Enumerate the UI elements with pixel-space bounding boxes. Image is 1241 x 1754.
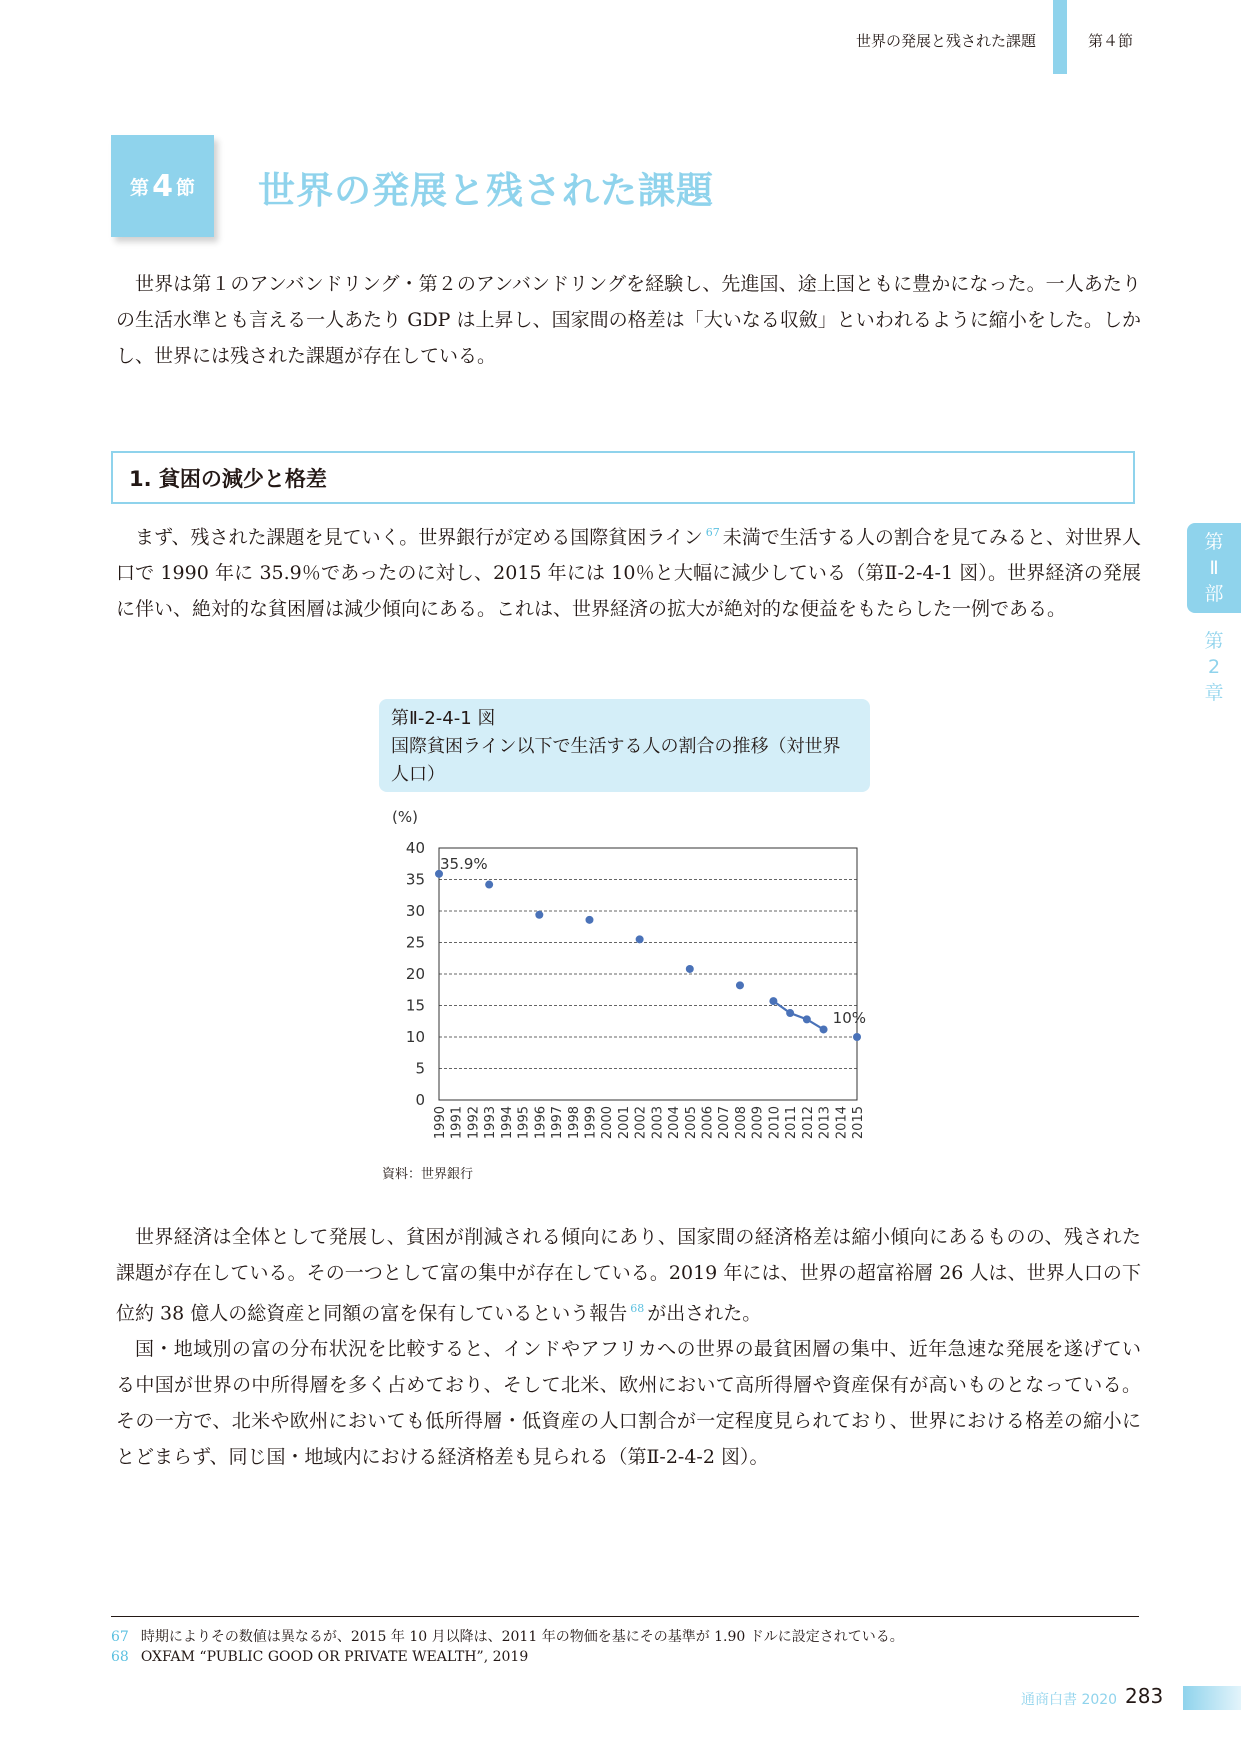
x-tick-label: 2013 (817, 1106, 833, 1140)
y-tick-label: 10 (405, 1028, 425, 1046)
footnote-ref-68[interactable]: 68 (630, 1302, 645, 1315)
side-tab-chapter-3: 章 (1204, 682, 1224, 704)
x-tick-label: 1992 (466, 1106, 482, 1140)
x-tick-label: 2000 (600, 1106, 616, 1140)
data-label: 10% (832, 1009, 866, 1027)
footnote-ref-67[interactable]: 67 (705, 526, 720, 539)
data-point (636, 935, 644, 943)
y-tick-label: 35 (405, 870, 425, 889)
y-tick-label: 25 (405, 933, 425, 952)
side-tab-chapter-1: 第 (1204, 630, 1224, 652)
intro-paragraph (116, 266, 1141, 374)
footnote-divider (111, 1616, 1139, 1617)
data-point (686, 965, 694, 973)
x-tick-label: 1996 (533, 1106, 549, 1140)
data-label: 35.9% (440, 854, 488, 873)
grid-lines (439, 880, 857, 1069)
x-tick-label: 2009 (750, 1106, 766, 1140)
section-title: 世界の発展と残された課題 (258, 168, 714, 212)
subsection-heading (111, 451, 1135, 504)
para1 (116, 515, 1141, 627)
section-number-box (111, 135, 214, 237)
footnote-67 (111, 1626, 904, 1646)
y-tick-label: 15 (405, 996, 425, 1015)
footnote-text: 時期によりその数値は異なるが、2015 年 10 月以降は、2011 年の物価を基にその基準が 1.90 ドルに設定されている。 (140, 1629, 904, 1645)
x-tick-label: 2004 (667, 1106, 683, 1140)
para2-p1 (116, 1219, 1141, 1331)
data-point (786, 1009, 794, 1017)
data-point (485, 881, 493, 889)
section-number: 4 (152, 168, 173, 204)
x-tick-label: 1999 (583, 1106, 599, 1140)
x-tick-label: 2012 (800, 1106, 816, 1140)
intro-text: 世界は第１のアンバンドリング・第２のアンバンドリングを経験し、先進国、途上国ともに豊かになった。一人あたりの生活水準とも言える一人あたり GDP は上昇し、国家間の格差は「大いなる収斂」といわれるように縮小をした。しかし、世界には残された課題が存在している。 (116, 273, 1141, 367)
para2-p2: 国・地域別の富の分布状況を比較すると、インドやアフリカへの世界の最貧困層の集中、近年急速な発展を遂げている中国が世界の中所得層を多く占めており、そして北米、欧州において高所得層や資産保有が高いものとなっている。その一方で、北米や欧州においても低所得層・低資産の人口割合が一定程度見られており、世界における格差の縮小にとどまらず、同じ国・地域内における経済格差も見られる（第Ⅱ-2-4-2 図）。 (116, 1338, 1141, 1469)
x-tick-label: 2011 (784, 1106, 800, 1140)
figure-caption (379, 699, 870, 792)
x-tick-label: 2007 (717, 1106, 733, 1140)
para2-p1-after: が出された。 (647, 1302, 762, 1325)
side-tab-chapter[interactable] (1187, 628, 1241, 706)
data-point (853, 1033, 861, 1041)
para2-p1-before: 世界経済は全体として発展し、貧困が削減される傾向にあり、国家間の経済格差は縮小傾向にあるものの、残された課題が存在している。その一つとして富の集中が存在している。2019 年には、世界の超富裕層 26 人は、世界人口の下位約 38 億人の総資産と同額の富を保有しているという報告 (116, 1226, 1141, 1325)
x-tick-label: 1994 (499, 1106, 515, 1140)
x-tick-label: 2010 (767, 1106, 783, 1140)
data-point (585, 916, 593, 924)
para1-before: まず、残された課題を見ていく。世界銀行が定める国際貧困ライン (135, 526, 703, 549)
figure-caption-title: 国際貧困ライン以下で生活する人の割合の推移（対世界人口） (391, 736, 841, 785)
side-tab-chapter-2: 2 (1207, 656, 1221, 678)
footnote-number: 68 (111, 1649, 129, 1665)
x-tick-label: 2006 (700, 1106, 716, 1140)
subsection-title: 1. 貧困の減少と格差 (129, 466, 327, 491)
body-paragraph-2 (116, 1219, 1141, 1475)
data-point (769, 997, 777, 1005)
x-tick-label: 2002 (633, 1106, 649, 1140)
x-tick-label: 2008 (733, 1106, 749, 1140)
footnote-number: 67 (111, 1629, 129, 1645)
running-header-section: 第４節 (1087, 31, 1133, 50)
data-point (736, 981, 744, 989)
x-tick-label: 1995 (516, 1106, 532, 1140)
y-tick-label: 30 (405, 902, 425, 920)
page-number: 283 (1125, 1684, 1164, 1708)
x-tick-label: 1993 (483, 1106, 499, 1140)
section-suffix: 節 (175, 176, 195, 199)
x-tick-label: 2001 (616, 1106, 632, 1140)
side-tab-part[interactable] (1187, 523, 1241, 613)
running-header (856, 22, 1133, 58)
y-axis-unit: (%) (392, 808, 418, 826)
x-tick-label: 1997 (550, 1106, 566, 1140)
data-point (535, 911, 543, 919)
side-tab-part-1: 第 (1204, 531, 1224, 553)
running-header-bar (1053, 0, 1067, 74)
x-tick-label: 1998 (566, 1106, 582, 1140)
x-tick-label: 2003 (650, 1106, 666, 1140)
y-tick-label: 0 (415, 1091, 425, 1109)
section-prefix: 第 (130, 176, 150, 199)
data-point (820, 1025, 828, 1033)
body-paragraph-1 (116, 515, 1141, 627)
figure-caption-id: 第Ⅱ-2-4-1 図 (391, 708, 496, 729)
running-header-title: 世界の発展と残された課題 (855, 31, 1036, 50)
data-point (803, 1015, 811, 1023)
footnote-text: OXFAM “PUBLIC GOOD OR PRIVATE WEALTH”, 2019 (140, 1649, 529, 1665)
para1-after: 未満で生活する人の割合を見てみると、対世界人口で 1990 年に 35.9％であったのに対し、2015 年には 10％と大幅に減少している（第Ⅱ-2-4-1 図）。世界経済の発展に伴い、絶対的な貧困層は減少傾向にある。これは、世界経済の拡大が絶対的な便益をもたらした一例である。 (116, 526, 1141, 621)
side-tab-part-2: Ⅱ (1209, 557, 1219, 579)
y-tick-labels (406, 839, 425, 1109)
side-tab-part-3: 部 (1204, 583, 1224, 605)
data-series (435, 870, 861, 1041)
x-tick-label: 1991 (449, 1106, 465, 1140)
x-tick-label: 2005 (683, 1106, 699, 1140)
x-tick-label: 2014 (834, 1106, 850, 1140)
y-tick-label: 40 (405, 839, 425, 857)
footnote-68 (111, 1649, 528, 1665)
x-tick-label: 2015 (851, 1106, 866, 1140)
y-tick-label: 20 (405, 965, 425, 983)
data-annotations (440, 855, 866, 1027)
figure-source: 資料：世界銀行 (382, 1167, 474, 1182)
footer-accent-bar (1183, 1686, 1241, 1710)
poverty-rate-chart (379, 800, 869, 1160)
y-tick-label: 5 (415, 1059, 425, 1078)
x-tick-label: 1990 (433, 1106, 448, 1140)
x-tick-labels (433, 1106, 866, 1139)
footer-book-title: 通商白書 2020 (1021, 1692, 1118, 1708)
